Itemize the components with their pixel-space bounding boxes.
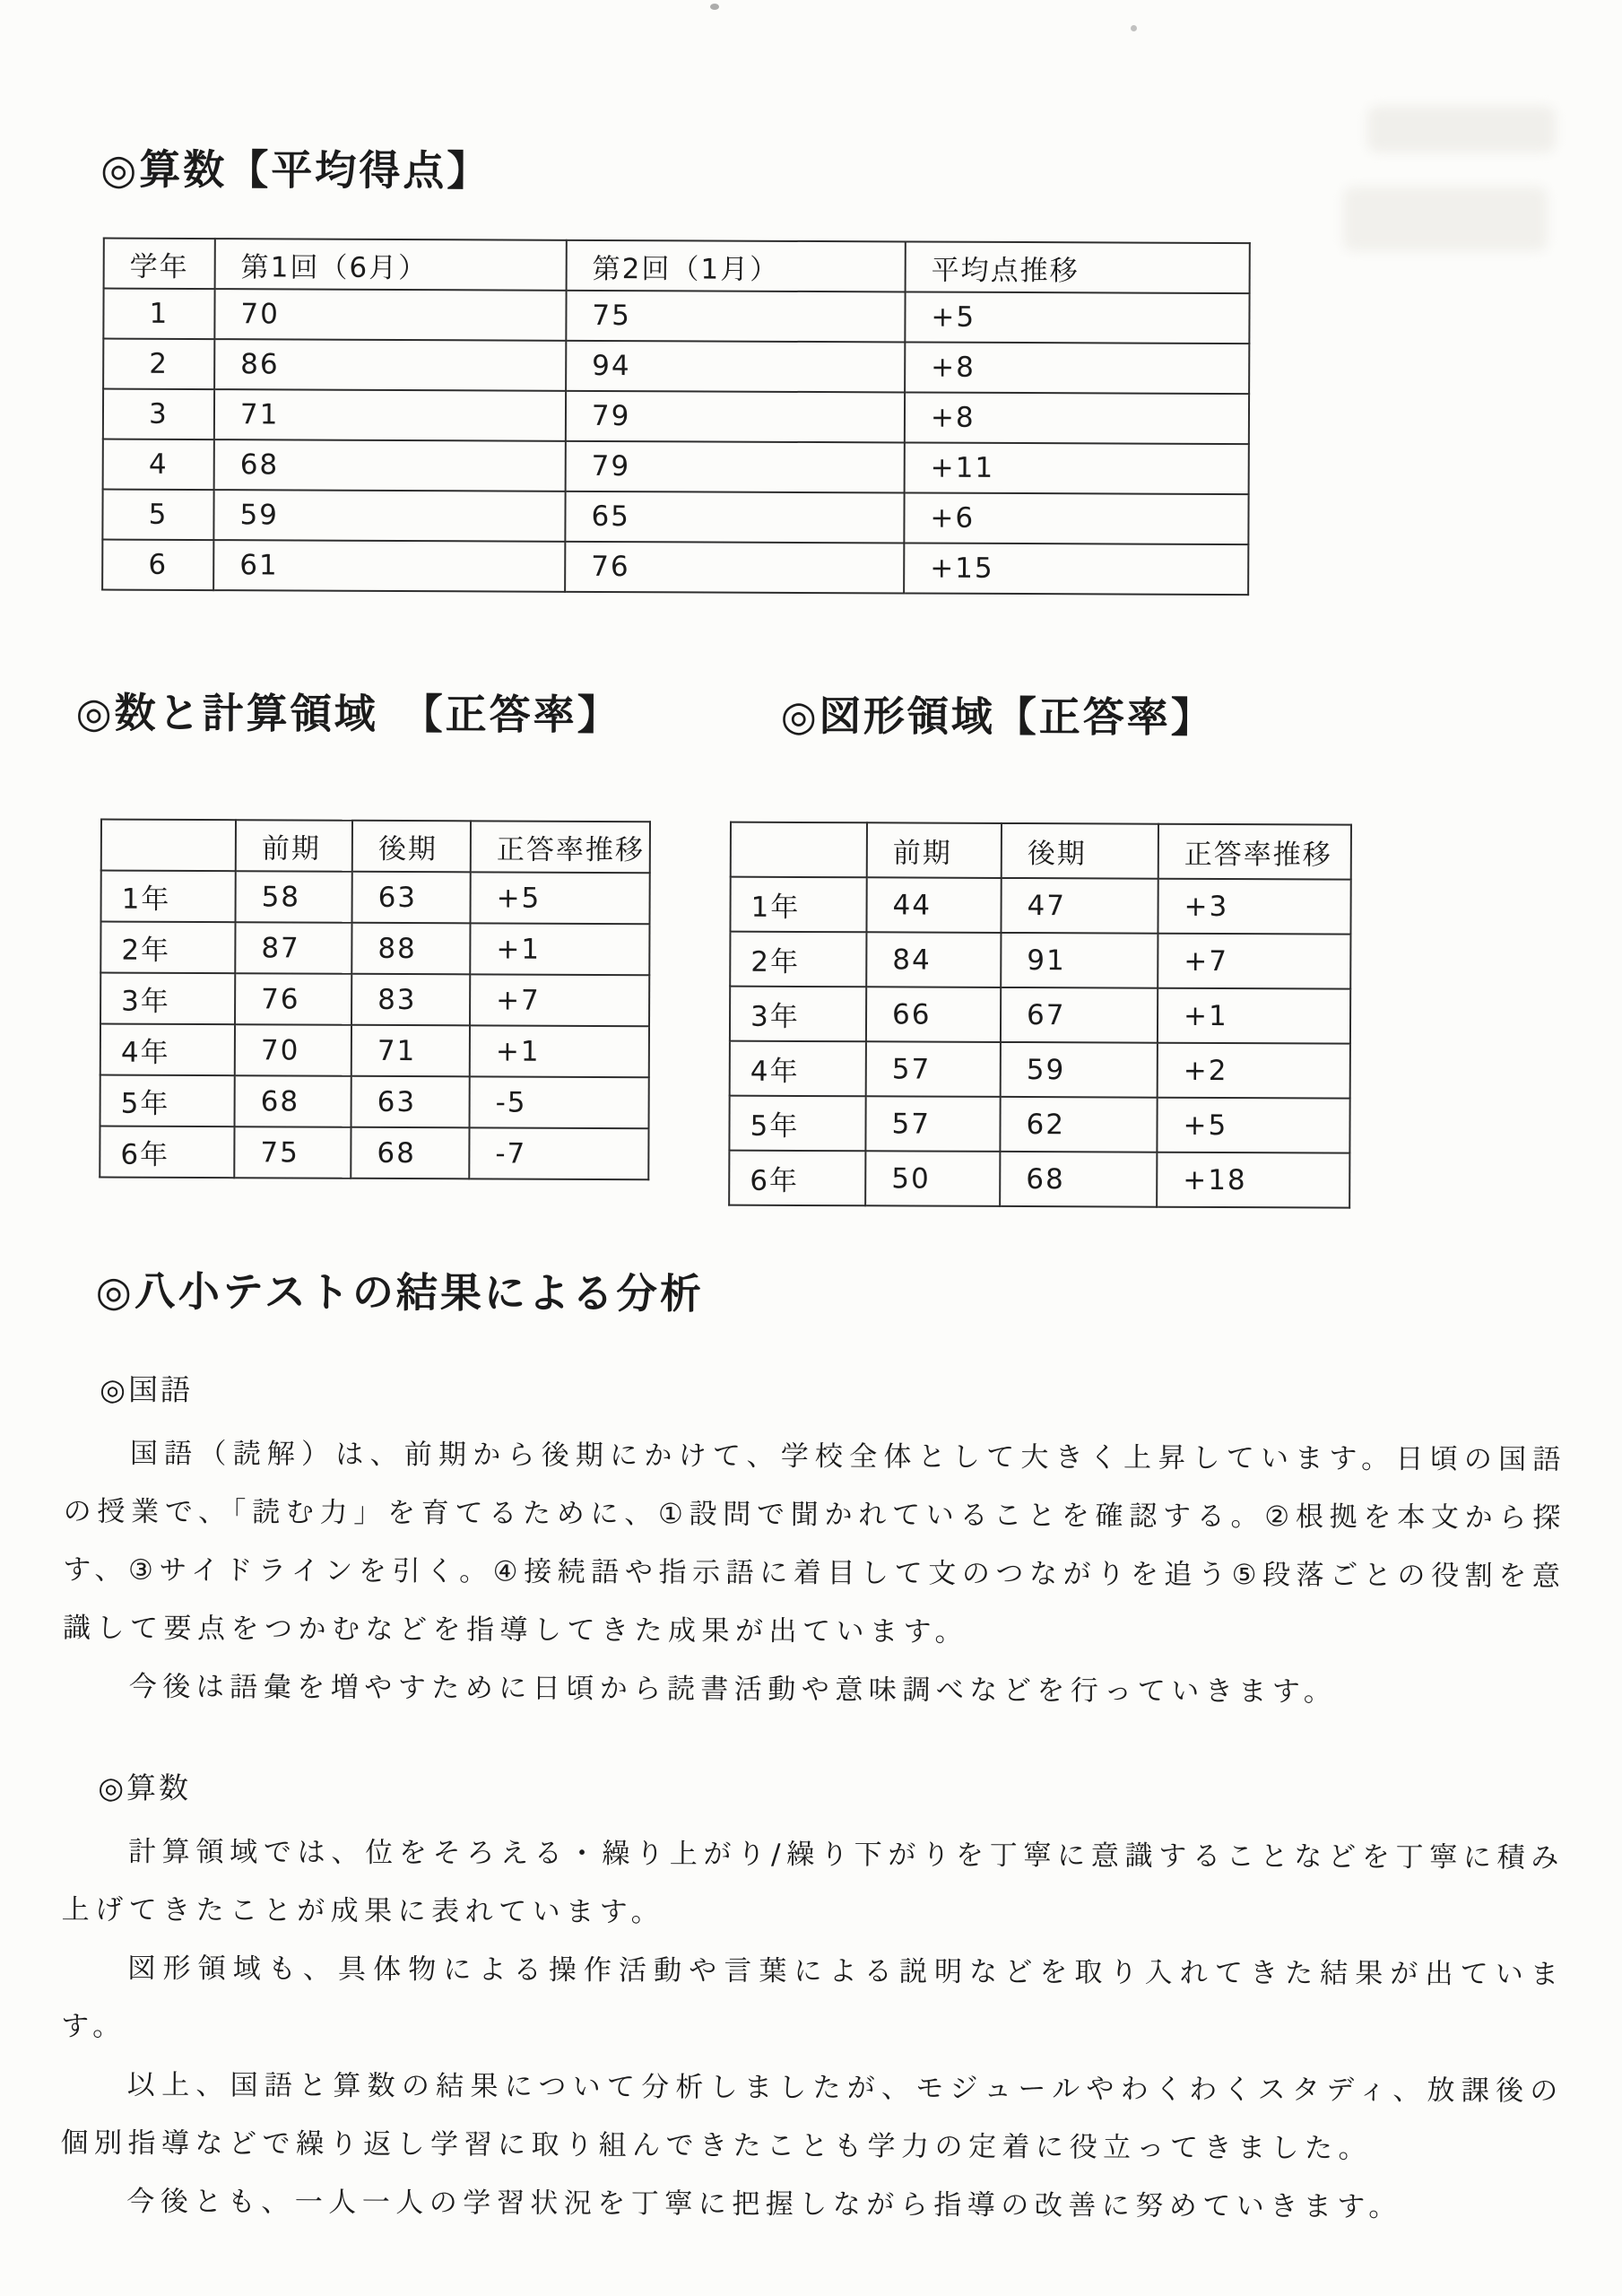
cell: 71 xyxy=(351,1025,470,1077)
cell: 63 xyxy=(351,1076,470,1128)
cell: -7 xyxy=(469,1127,648,1179)
cell: 63 xyxy=(352,872,471,924)
cell: 5年 xyxy=(729,1096,865,1152)
cell: +2 xyxy=(1158,1043,1350,1099)
math-average-table xyxy=(101,238,1251,596)
cell: 58 xyxy=(236,871,352,923)
cell: 3年 xyxy=(730,987,866,1042)
cell: 59 xyxy=(213,490,565,542)
section-title-shape-domain: ◎図形領域【正答率】 xyxy=(780,691,1215,742)
table-row xyxy=(730,1041,1350,1099)
cell: 44 xyxy=(866,877,1001,933)
cell: 70 xyxy=(235,1024,351,1076)
cell: 87 xyxy=(235,922,351,974)
cell: 4 xyxy=(103,439,214,491)
cell: +3 xyxy=(1158,879,1350,935)
header-cell-blank xyxy=(101,820,236,872)
cell: +18 xyxy=(1157,1152,1349,1208)
cell: +6 xyxy=(904,492,1248,544)
cell: +15 xyxy=(904,543,1248,595)
cell: +5 xyxy=(471,872,650,924)
cell: 68 xyxy=(214,439,566,491)
calc-rate-table xyxy=(99,819,651,1181)
header-cell-second-term: 後期 xyxy=(1002,823,1158,879)
cell: 79 xyxy=(566,391,905,443)
cell: 6年 xyxy=(100,1126,234,1178)
cell: 50 xyxy=(865,1151,1000,1206)
header-row xyxy=(731,822,1351,880)
cell: 71 xyxy=(214,389,566,441)
cell: 86 xyxy=(214,339,566,391)
cell: 83 xyxy=(351,974,470,1026)
cell: +5 xyxy=(1157,1098,1349,1153)
cell: 88 xyxy=(351,923,470,975)
cell: 75 xyxy=(566,291,905,343)
shape-rate-table xyxy=(728,822,1352,1209)
subheading-kokugo: ◎国語 xyxy=(100,1371,194,1408)
header-cell-first-term: 前期 xyxy=(867,822,1002,878)
header-cell-trend: 正答率推移 xyxy=(471,821,650,873)
table-row xyxy=(102,540,1248,596)
table-row xyxy=(103,389,1249,445)
kokugo-paragraph-1: 国語（読解）は、前期から後期にかけて、学校全体として大きく上昇しています。日頃の国語の授業で、「読む力」を育てるために、①設問で聞かれていることを確認する。②根拠を本文から探す、③サイドラインを引く。④接続語や指示語に着目して文のつながりを追う⑤段落ごとの役割を意識して要点をつかむなどを指導してきた成果が出ています。 xyxy=(62,1437,1566,1648)
cell: +8 xyxy=(905,392,1249,444)
cell: 76 xyxy=(565,542,904,594)
cell: +11 xyxy=(905,442,1249,494)
cell: 1 xyxy=(103,289,214,340)
table-row xyxy=(103,289,1249,344)
cell: 59 xyxy=(1001,1042,1158,1098)
cell: +5 xyxy=(905,291,1249,344)
table-row xyxy=(100,973,649,1027)
header-row xyxy=(101,820,650,874)
cell: 1年 xyxy=(101,871,236,923)
header-cell-round2: 第2回（1月） xyxy=(567,240,906,292)
table-row xyxy=(103,439,1249,495)
table-row xyxy=(729,1096,1349,1153)
table-row xyxy=(100,1075,649,1129)
cell: 4年 xyxy=(730,1041,866,1097)
cell: 68 xyxy=(351,1127,469,1179)
cell: 57 xyxy=(866,1041,1001,1097)
cell: 1年 xyxy=(730,877,866,933)
header-cell-trend: 正答率推移 xyxy=(1158,824,1351,880)
header-cell-trend: 平均点推移 xyxy=(906,241,1250,293)
table-row xyxy=(100,922,649,976)
section-title-analysis: ◎八小テストの結果による分析 xyxy=(95,1266,705,1318)
cell: 68 xyxy=(235,1075,351,1127)
header-cell-blank xyxy=(731,822,867,878)
table-row xyxy=(730,932,1350,989)
table-row xyxy=(730,987,1350,1044)
closing-paragraph-1: 以上、国語と算数の結果について分析しましたが、モジュールやわくわくスタディ、放課後の個別指導などで繰り返し学習に取り組んできたことも学力の定着に役立ってきました。 xyxy=(60,2068,1564,2165)
kokugo-paragraph-2: 今後は語彙を増やすために日頃から読書活動や意味調べなどを行っていきます。 xyxy=(128,1670,1338,1709)
cell: +1 xyxy=(470,923,649,975)
closing-paragraph-2: 今後とも、一人一人の学習状況を丁寧に把握しながら指導の改善に努めていきます。 xyxy=(126,2185,1402,2223)
rate-tables-row xyxy=(99,819,1618,1210)
cell: 79 xyxy=(566,441,905,493)
table-row xyxy=(729,1151,1349,1208)
sansu-paragraph-2: 図形領域も、具体物による操作活動や言葉による説明などを取り入れてきた結果が出ています。 xyxy=(61,1952,1565,2043)
table-row xyxy=(102,490,1248,545)
table-row xyxy=(101,871,650,925)
cell: 68 xyxy=(1000,1152,1157,1207)
cell: 57 xyxy=(865,1096,1000,1152)
header-cell-first-term: 前期 xyxy=(236,820,352,872)
cell: 3年 xyxy=(100,973,235,1025)
cell: 2 xyxy=(103,339,214,390)
cell: 6 xyxy=(102,540,213,591)
cell: 2年 xyxy=(100,922,235,974)
cell: 66 xyxy=(866,987,1001,1042)
cell: 2年 xyxy=(730,932,866,987)
cell: -5 xyxy=(470,1076,649,1128)
subheading-sansu: ◎算数 xyxy=(98,1770,192,1806)
cell: 67 xyxy=(1001,987,1158,1043)
cell: +7 xyxy=(470,974,649,1026)
cell: 84 xyxy=(866,932,1001,987)
cell: 3 xyxy=(103,389,214,440)
cell: 62 xyxy=(1000,1097,1157,1152)
table-row xyxy=(100,1024,649,1078)
subsection-titles-row xyxy=(75,680,1618,746)
cell: 6年 xyxy=(729,1151,865,1206)
cell: 65 xyxy=(565,491,904,544)
header-cell-second-term: 後期 xyxy=(352,821,471,873)
cell: 70 xyxy=(214,289,566,341)
cell: 94 xyxy=(566,341,905,393)
cell: 75 xyxy=(234,1126,351,1178)
cell: 61 xyxy=(213,540,565,592)
header-cell-grade: 学年 xyxy=(104,239,215,290)
cell: 5年 xyxy=(100,1075,235,1127)
cell: +8 xyxy=(905,342,1249,394)
cell: 4年 xyxy=(100,1024,235,1076)
cell: 5 xyxy=(102,490,213,541)
table-row xyxy=(103,339,1249,395)
cell: +7 xyxy=(1158,934,1350,989)
header-row xyxy=(104,239,1250,294)
sansu-paragraph-1: 計算領域では、位をそろえる・繰り上がり/繰り下がりを丁寧に意識することなどを丁寧に積み上げてきたことが成果に表れています。 xyxy=(61,1835,1566,1929)
cell: +1 xyxy=(470,1025,649,1077)
section-title-math-average: ◎算数【平均得点】 xyxy=(100,144,491,196)
cell: 91 xyxy=(1001,933,1158,988)
section-title-calc-domain: ◎数と計算領域 【正答率】 xyxy=(75,688,621,740)
cell: +1 xyxy=(1158,988,1350,1044)
cell: 76 xyxy=(235,973,351,1025)
table-row xyxy=(100,1126,648,1180)
cell: 47 xyxy=(1001,878,1158,934)
header-cell-round1: 第1回（6月） xyxy=(215,239,567,291)
table-row xyxy=(730,877,1350,935)
